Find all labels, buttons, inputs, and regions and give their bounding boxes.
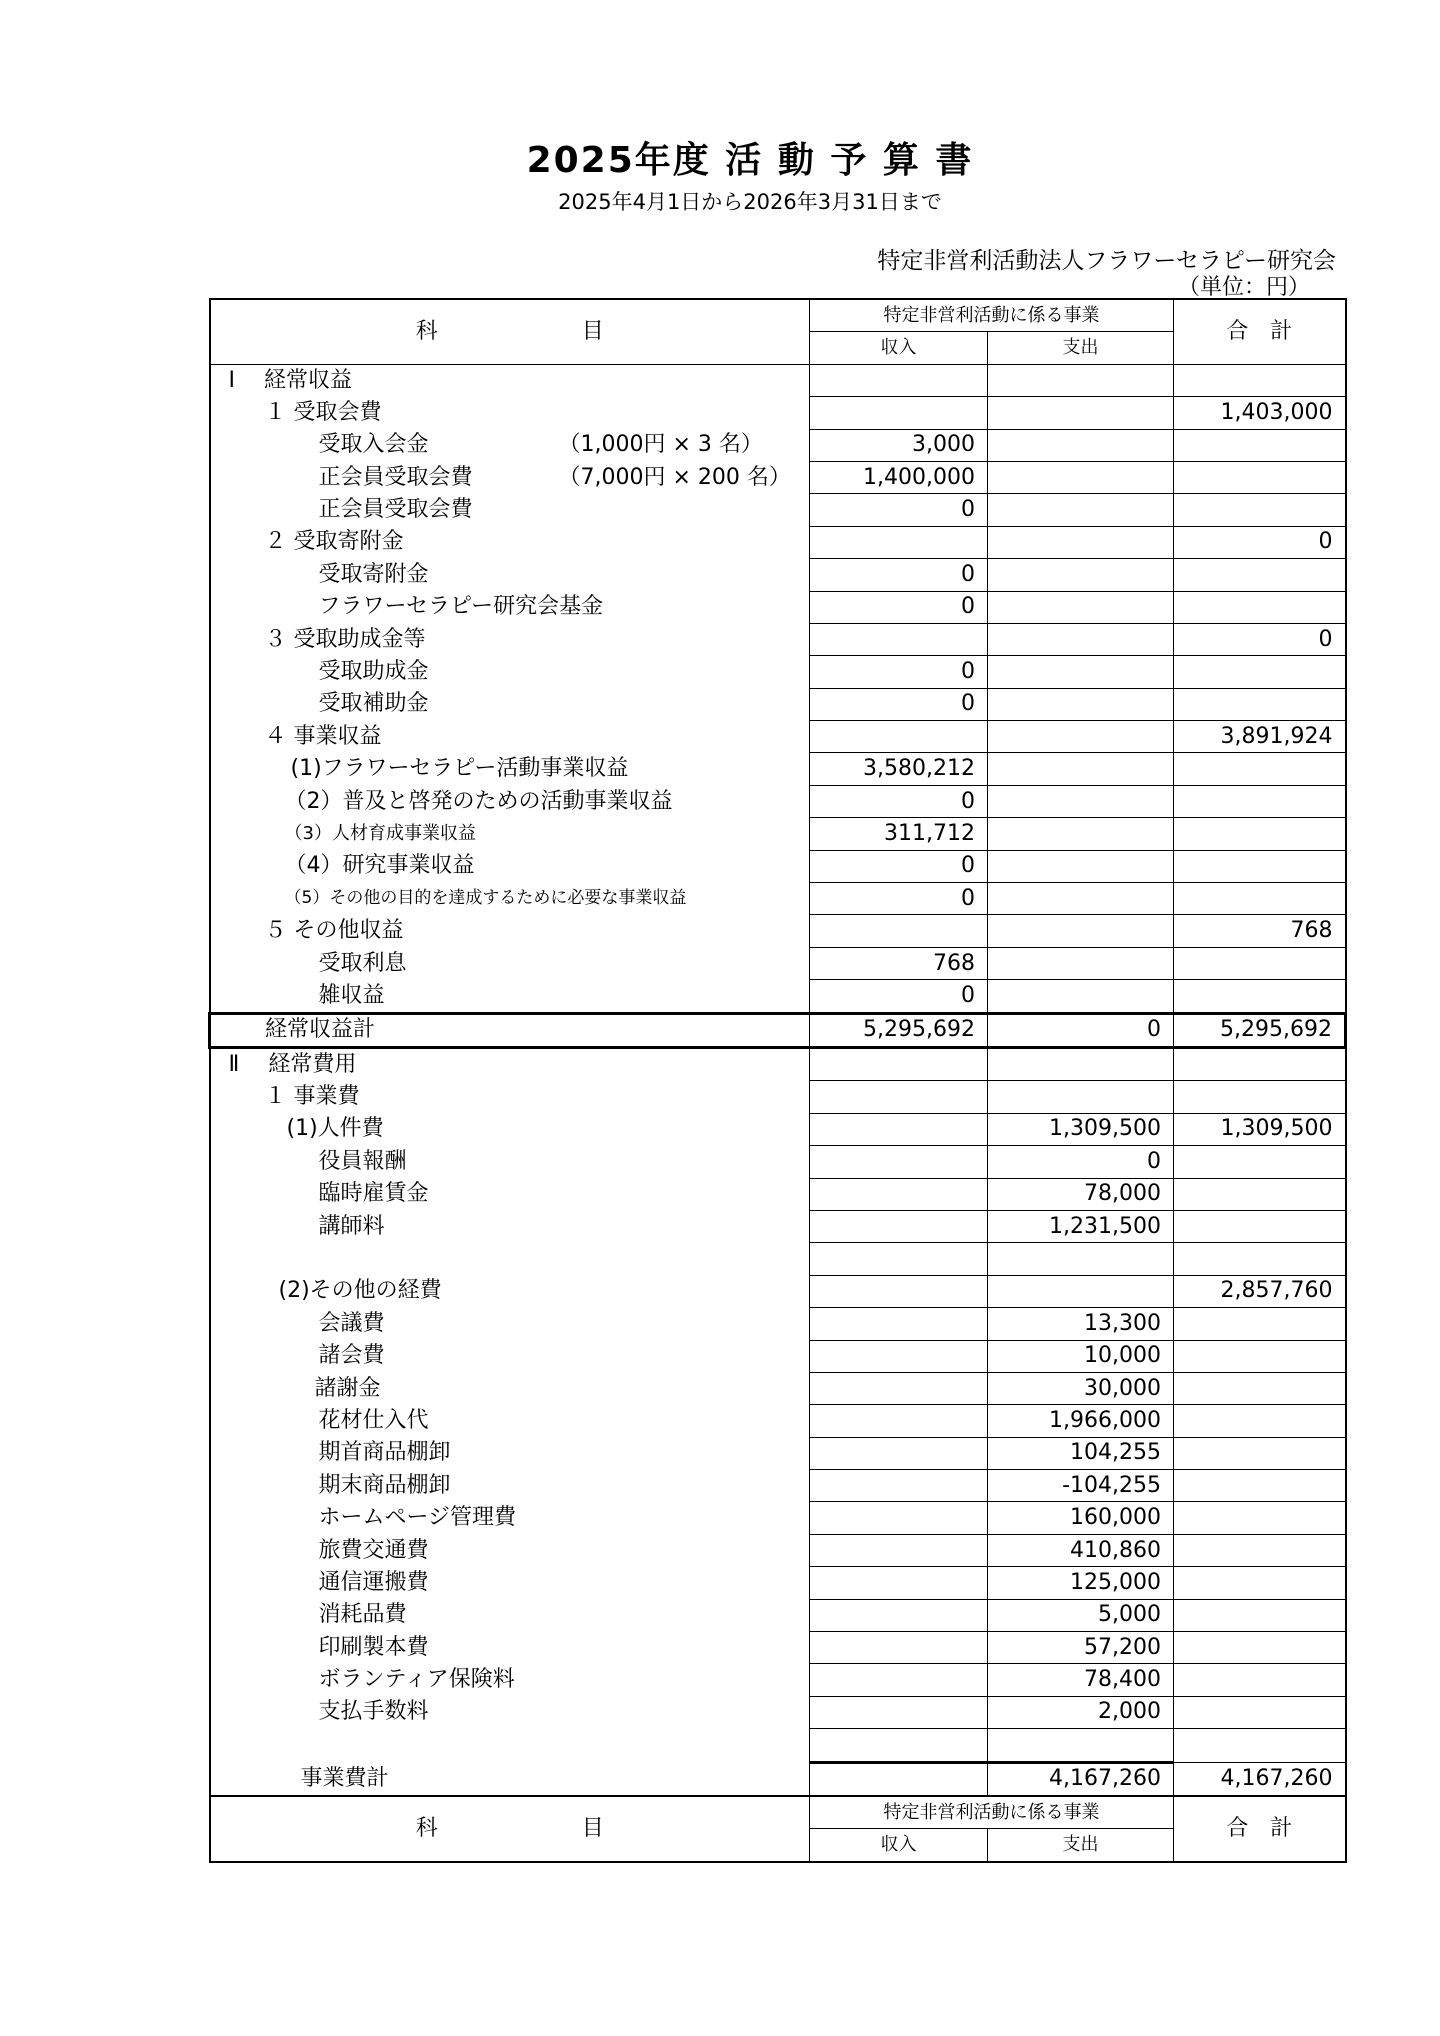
row-label: Ⅱ 経常費用: [210, 1047, 810, 1080]
row-misc-income: [210, 980, 1346, 1013]
row-total: 0: [1174, 623, 1346, 655]
row-income: 0: [810, 785, 988, 817]
header-expense: 支出: [988, 332, 1174, 364]
row-supplies: [210, 1599, 1346, 1631]
budget-table: [208, 298, 1347, 1863]
row-label: 受取寄附金: [210, 559, 810, 591]
row-communication: [210, 1567, 1346, 1599]
row-label: 印刷製本費: [210, 1632, 810, 1664]
row-admission-fee: [210, 429, 1346, 461]
row-label-note: （7,000円 × 200 名）: [558, 464, 791, 490]
row-label: 正会員受取会費: [210, 494, 810, 526]
row-expense: 4,167,260: [988, 1762, 1174, 1796]
footer-kamoku-2: 目: [581, 1815, 604, 1841]
row-label: [210, 461, 810, 493]
row-label: （5）その他の目的を達成するために必要な事業収益: [210, 883, 810, 915]
row-expense: 30,000: [988, 1372, 1174, 1404]
footer-income: 収入: [810, 1829, 988, 1862]
row-printing: [210, 1632, 1346, 1664]
row-income: 3,580,212: [810, 753, 988, 785]
row-label: 花材仕入代: [210, 1405, 810, 1437]
row-expense: 13,300: [988, 1308, 1174, 1340]
row-grants: [210, 623, 1346, 655]
row-expense: 1,231,500: [988, 1210, 1174, 1242]
row-membership-dues: [210, 1340, 1346, 1372]
row-expense: 78,000: [988, 1178, 1174, 1210]
row-label: ５ その他収益: [210, 915, 810, 947]
row-expense: 1,309,500: [988, 1113, 1174, 1145]
row-income: 0: [810, 850, 988, 882]
row-section-income: [210, 364, 1346, 396]
row-label: 旅費交通費: [210, 1534, 810, 1566]
row-income: 768: [810, 947, 988, 979]
row-travel: [210, 1534, 1346, 1566]
header-kamoku-1: 科: [415, 318, 438, 344]
header-group: 特定非営利活動に係る事業: [810, 299, 1174, 332]
row-blank-2: [210, 1729, 1346, 1762]
row-income: 0: [810, 494, 988, 526]
row-closing-inventory: [210, 1470, 1346, 1502]
footer-expense: 支出: [988, 1829, 1174, 1862]
row-label: Ⅰ 経常収益: [210, 364, 810, 396]
row-membership-fees: [210, 397, 1346, 429]
row-fees: [210, 1696, 1346, 1728]
row-total: 4,167,260: [1174, 1762, 1346, 1796]
row-label: ４ 事業収益: [210, 721, 810, 753]
footer-kamoku: [210, 1796, 810, 1862]
row-label: [210, 1243, 810, 1275]
row-donation-received: [210, 559, 1346, 591]
row-label: 受取助成金: [210, 656, 810, 688]
row-label-text: 正会員受取会費: [318, 464, 473, 490]
row-therapy-income: [210, 753, 1346, 785]
row-label: （3）人材育成事業収益: [210, 818, 810, 850]
row-label: 通信運搬費: [210, 1567, 810, 1599]
header-row: [210, 299, 1346, 332]
fiscal-period: 2025年4月1日から2026年3月31日まで: [558, 190, 942, 214]
row-expense: 57,200: [988, 1632, 1174, 1664]
footer-kamoku-1: 科: [415, 1815, 438, 1841]
unit-note: （単位：円）: [1177, 275, 1310, 300]
row-total: 3,891,924: [1174, 721, 1346, 753]
row-expense: 410,860: [988, 1534, 1174, 1566]
row-grant-received: [210, 656, 1346, 688]
row-income: 311,712: [810, 818, 988, 850]
row-other-business-income: [210, 883, 1346, 915]
row-income: 1,400,000: [810, 461, 988, 493]
row-research-income: [210, 850, 1346, 882]
row-total: 1,309,500: [1174, 1113, 1346, 1145]
row-label: 事業費計: [210, 1762, 810, 1796]
document-title: 2025年度 活 動 予 算 書: [526, 140, 974, 181]
row-income: 0: [810, 656, 988, 688]
header-income: 収入: [810, 332, 988, 364]
row-training-income: [210, 818, 1346, 850]
row-label: 諸会費: [210, 1340, 810, 1372]
row-label: 期首商品棚卸: [210, 1437, 810, 1469]
row-expense: 1,966,000: [988, 1405, 1174, 1437]
row-label: 会議費: [210, 1308, 810, 1340]
row-donations: [210, 526, 1346, 558]
row-business-income: [210, 721, 1346, 753]
row-label-note: （1,000円 × 3 名）: [558, 432, 763, 458]
row-label: 雑収益: [210, 980, 810, 1013]
row-label: 臨時雇賃金: [210, 1178, 810, 1210]
row-income: 0: [810, 980, 988, 1013]
row-expense: -104,255: [988, 1470, 1174, 1502]
row-expense: 2,000: [988, 1696, 1174, 1728]
row-subsidy-received: [210, 688, 1346, 720]
row-label: 受取利息: [210, 947, 810, 979]
row-lecturer-fees: [210, 1210, 1346, 1242]
row-label: （2）普及と啓発のための活動事業収益: [210, 785, 810, 817]
row-label: 支払手数料: [210, 1696, 810, 1728]
row-blank-1: [210, 1243, 1346, 1275]
header-kamoku-2: 目: [581, 318, 604, 344]
row-expense: 10,000: [988, 1340, 1174, 1372]
row-label: ホームページ管理費: [210, 1502, 810, 1534]
row-income: 0: [810, 883, 988, 915]
row-label: (1)人件費: [210, 1113, 810, 1145]
row-label: ボランティア保険料: [210, 1664, 810, 1696]
row-expense: 5,000: [988, 1599, 1174, 1631]
row-label: 役員報酬: [210, 1146, 810, 1178]
row-label: 諸謝金: [210, 1372, 810, 1404]
row-officer-pay: [210, 1146, 1346, 1178]
row-expense: 125,000: [988, 1567, 1174, 1599]
row-total: 2,857,760: [1174, 1275, 1346, 1307]
row-expense: 0: [988, 1146, 1174, 1178]
row-honoraria: [210, 1372, 1346, 1404]
row-income: 0: [810, 591, 988, 623]
row-total: 1,403,000: [1174, 397, 1346, 429]
row-personnel: [210, 1113, 1346, 1145]
row-opening-inventory: [210, 1437, 1346, 1469]
row-expense: 78,400: [988, 1664, 1174, 1696]
row-income: 3,000: [810, 429, 988, 461]
row-label: 期末商品棚卸: [210, 1470, 810, 1502]
row-total: 0: [1174, 526, 1346, 558]
row-income: 5,295,692: [810, 1013, 988, 1047]
row-label: １ 事業費: [210, 1081, 810, 1113]
row-section-expense: [210, 1047, 1346, 1080]
row-regular-member-fee: [210, 461, 1346, 493]
row-volunteer-insurance: [210, 1664, 1346, 1696]
row-website: [210, 1502, 1346, 1534]
row-label: 講師料: [210, 1210, 810, 1242]
row-label: １ 受取会費: [210, 397, 810, 429]
row-flower-purchase: [210, 1405, 1346, 1437]
row-business-expense-total: [210, 1762, 1346, 1796]
row-total: 768: [1174, 915, 1346, 947]
row-business-expense: [210, 1081, 1346, 1113]
row-label: ２ 受取寄附金: [210, 526, 810, 558]
row-label: 受取補助金: [210, 688, 810, 720]
row-interest: [210, 947, 1346, 979]
row-income: 0: [810, 688, 988, 720]
row-expense: 160,000: [988, 1502, 1174, 1534]
row-label: （4）研究事業収益: [210, 850, 810, 882]
row-meeting: [210, 1308, 1346, 1340]
header-total: 合 計: [1174, 299, 1346, 364]
row-label: (2)その他の経費: [210, 1275, 810, 1307]
row-label: [210, 1729, 810, 1762]
row-income-total: [210, 1013, 1346, 1047]
footer-header-row: [210, 1796, 1346, 1829]
row-income: 0: [810, 559, 988, 591]
row-label: [210, 429, 810, 461]
row-label-text: 受取入会金: [318, 432, 429, 458]
row-temp-wages: [210, 1178, 1346, 1210]
row-label: ３ 受取助成金等: [210, 623, 810, 655]
footer-group: 特定非営利活動に係る事業: [810, 1796, 1174, 1829]
row-expense: 104,255: [988, 1437, 1174, 1469]
header-kamoku: [210, 299, 810, 364]
row-promotion-income: [210, 785, 1346, 817]
row-other-expenses: [210, 1275, 1346, 1307]
row-expense: 0: [988, 1013, 1174, 1047]
organization-name: 特定非営利活動法人フラワーセラピー研究会: [877, 248, 1336, 274]
row-label: 経常収益計: [210, 1013, 810, 1047]
row-label: フラワーセラピー研究会基金: [210, 591, 810, 623]
row-regular-member-fee-2: [210, 494, 1346, 526]
row-label: 消耗品費: [210, 1599, 810, 1631]
row-label: (1)フラワーセラピー活動事業収益: [210, 753, 810, 785]
footer-total: 合 計: [1174, 1796, 1346, 1862]
row-other-income: [210, 915, 1346, 947]
row-total: 5,295,692: [1174, 1013, 1346, 1047]
row-fund: [210, 591, 1346, 623]
